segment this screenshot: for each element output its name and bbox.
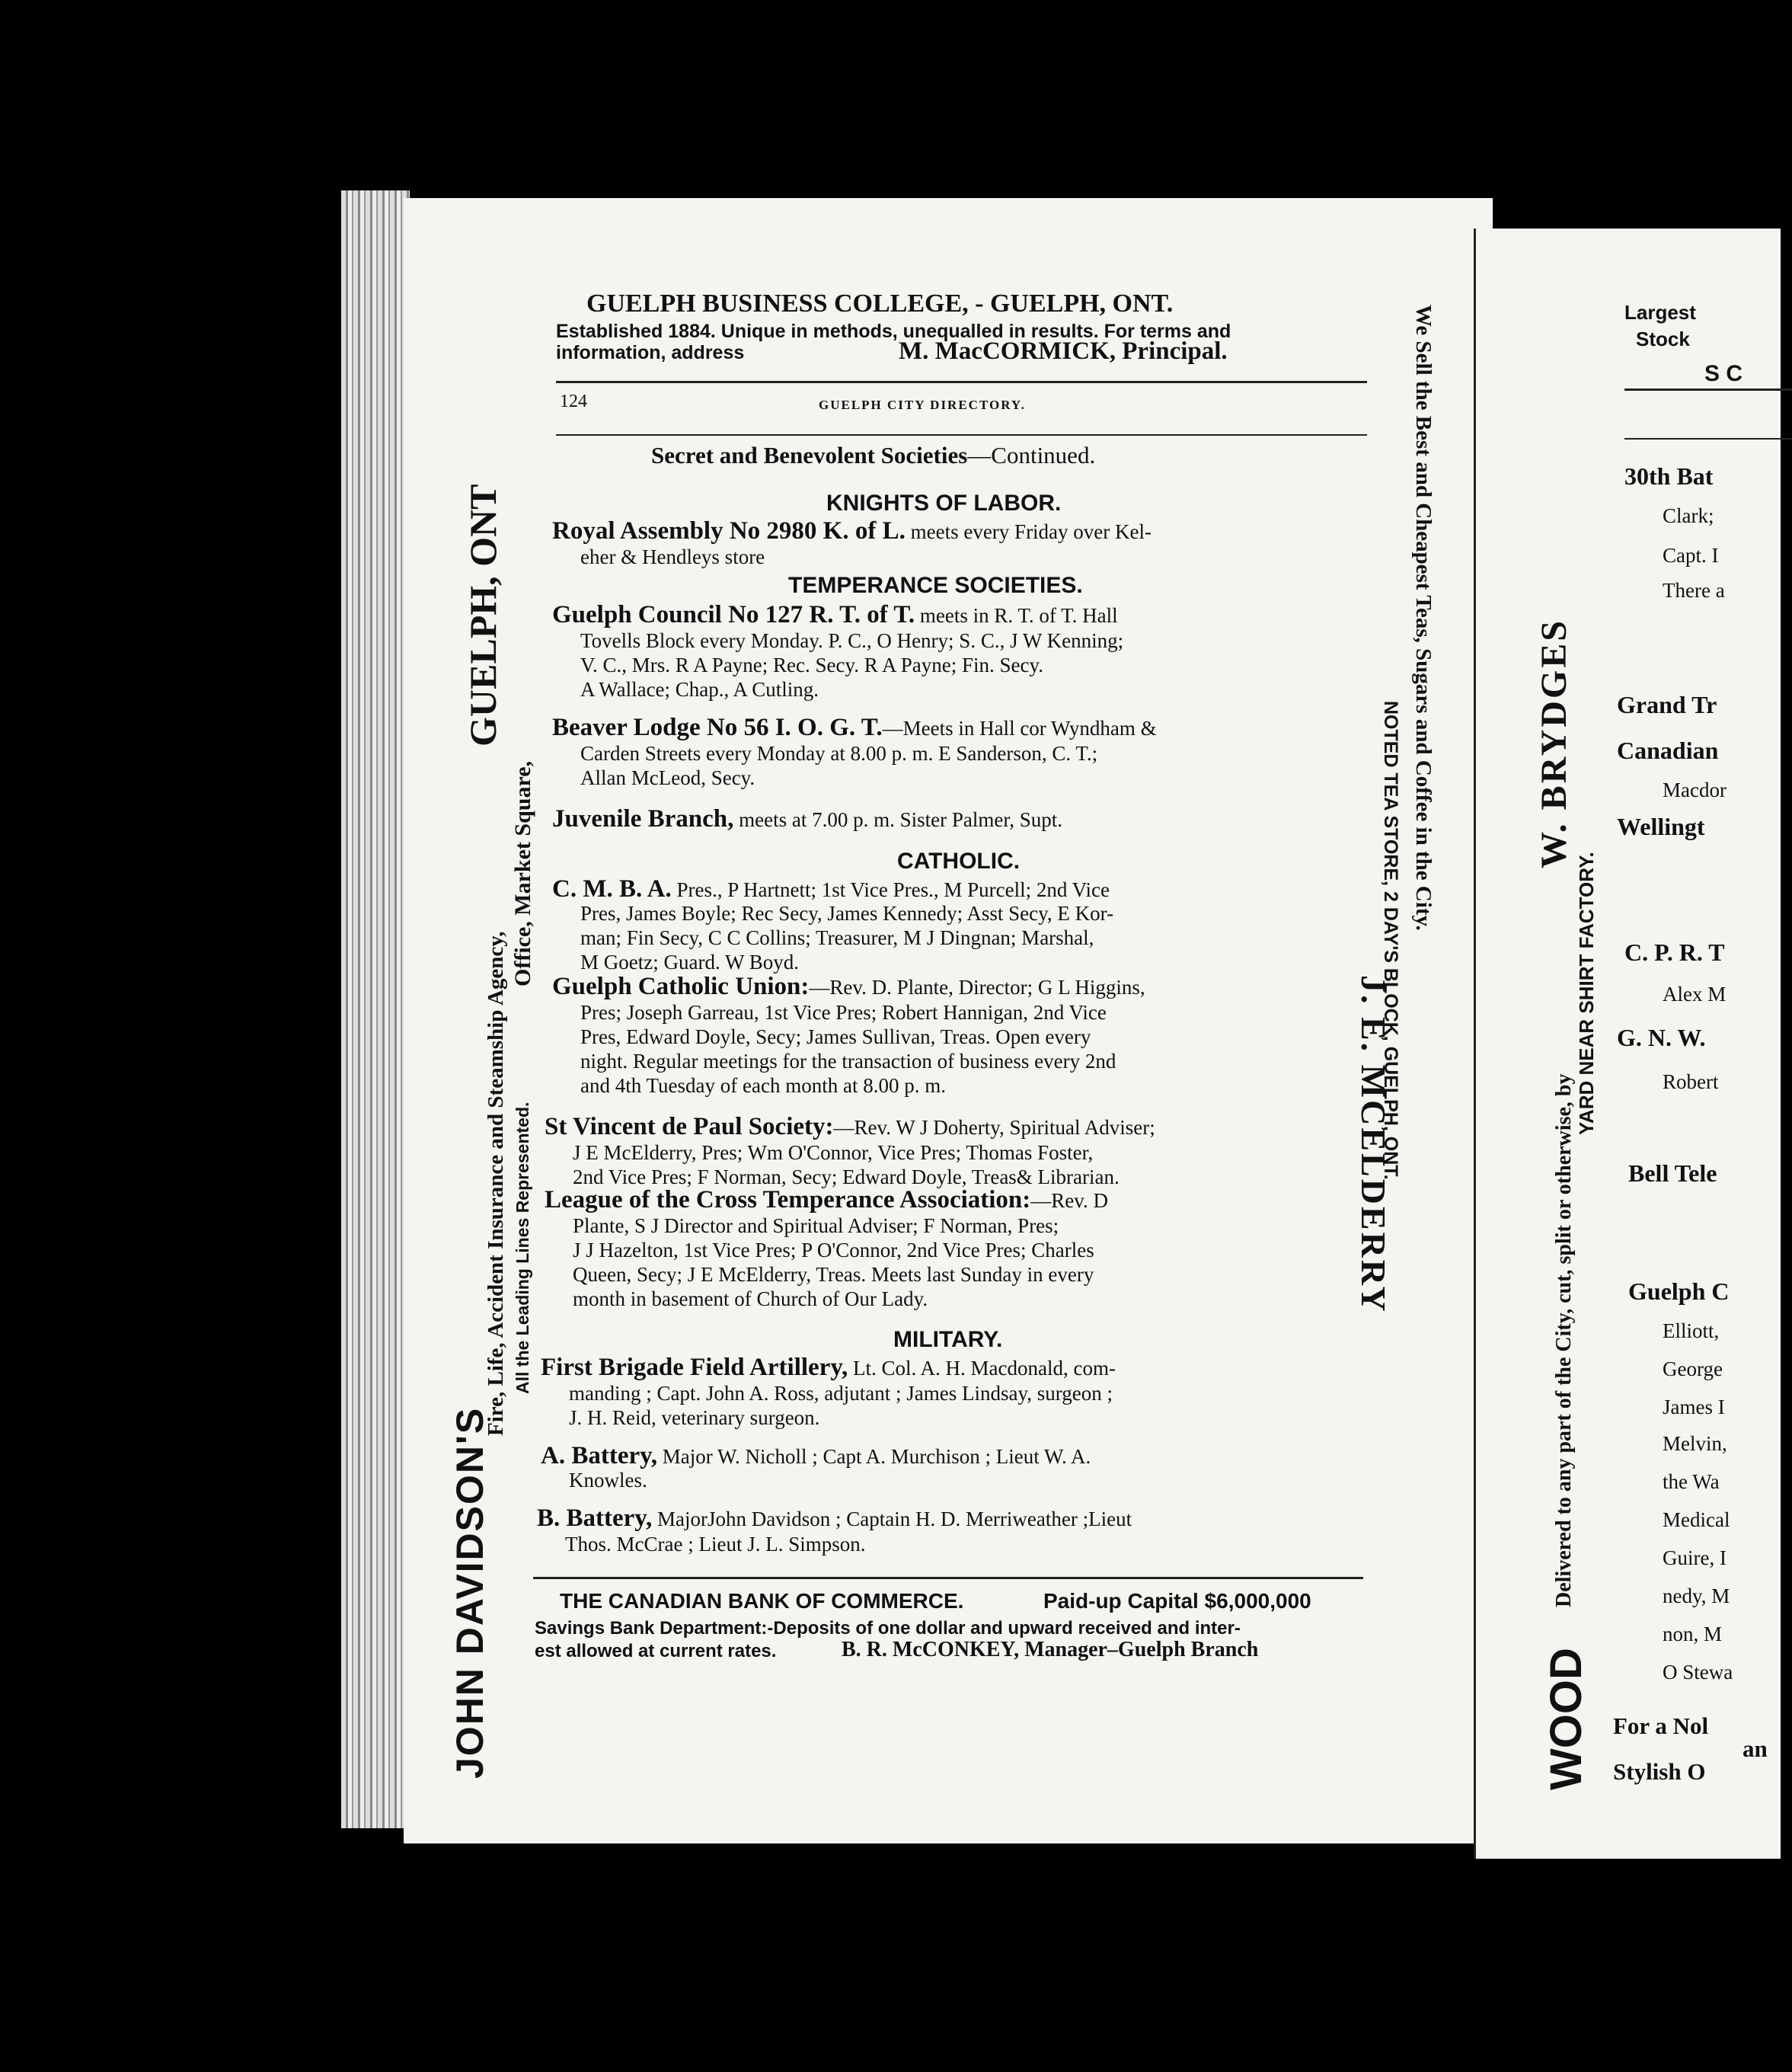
left-margin-name: JOHN DAVIDSON'S [449,1406,491,1779]
entry-guelph-council: Guelph Council No 127 R. T. of T. meets in R. T. of T. Hall [552,601,1118,628]
entry-first-brigade: First Brigade Field Artillery, Lt. Col. A. H. Macdonald, com- [541,1354,1116,1381]
entry-gcu-l3: Pres, Edward Doyle, Secy; James Sullivan, Treas. Open every [580,1025,1091,1048]
next-page-row: nedy, M [1663,1584,1730,1607]
entry-cmba: C. M. B. A. Pres., P Hartnett; 1st Vice Pres., M Purcell; 2nd Vice [552,875,1110,903]
next-rule-2 [1624,438,1792,440]
next-page-row: Canadian [1617,737,1719,764]
running-head-rule [556,434,1367,436]
heading-military: MILITARY. [893,1327,1003,1352]
next-page-row: the Wa [1663,1470,1720,1493]
entry-a-battery-l2: Knowles. [569,1469,647,1492]
next-stock: Stock [1636,328,1690,350]
next-wood: WOOD [1541,1648,1591,1790]
entry-guelph-catholic-union: Guelph Catholic Union:—Rev. D. Plante, Director; G L Higgins, [552,973,1145,1000]
entry-first-brigade-l2: manding ; Capt. John A. Ross, adjutant ; James Lindsay, surgeon ; [569,1382,1113,1405]
entry-guelph-council-l4: A Wallace; Chap., A Cutling. [580,678,819,701]
entry-lct-l4: Queen, Secy; J E McElderry, Treas. Meets last Sunday in every [573,1263,1094,1286]
right-margin-store: NOTED TEA STORE, 2 DAY'S BLOCK, GUELPH, ONT. [1380,701,1401,1180]
book-page-edges [341,190,410,1828]
left-margin-services: Fire, Life, Accident Insurance and Steamship Agency, [484,931,508,1436]
entry-beaver-lodge-l2: Carden Streets every Monday at 8.00 p. m. E Sanderson, C. T.; [580,742,1098,765]
entry-royal-assembly-cont: eher & Hendleys store [580,545,765,568]
next-page-row: Bell Tele [1628,1159,1717,1187]
entry-cmba-l3: man; Fin Secy, C C Collins; Treasurer, M J Dingnan; Marshal, [580,926,1094,949]
entry-b-battery: B. Battery, MajorJohn Davidson ; Captain H. D. Merriweather ;Lieut [537,1504,1132,1532]
next-page-row: Elliott, [1663,1319,1720,1342]
header-ad-line3a: information, address [556,342,745,363]
footer-rule [533,1577,1363,1579]
page-number: 124 [560,392,587,411]
entry-guelph-council-l3: V. C., Mrs. R A Payne; Rec. Secy. R A Payne; Fin. Secy. [580,654,1044,676]
entry-cmba-l4: M Goetz; Guard. W Boyd. [580,951,799,974]
next-foot1: For a Nol [1613,1712,1709,1739]
next-page-row: James I [1663,1396,1725,1418]
next-brydges: W. BRYDGES [1534,619,1574,868]
next-page-row: George [1663,1357,1723,1380]
next-foot3: Stylish O [1613,1758,1706,1785]
next-page-row: Grand Tr [1617,691,1717,718]
right-margin-name: J. E. MCELDERRY [1354,975,1393,1314]
entry-beaver-lodge: Beaver Lodge No 56 I. O. G. T.—Meets in Hall cor Wyndham & [552,714,1157,741]
entry-gcu-l2: Pres; Joseph Garreau, 1st Vice Pres; Robert Hannigan, 2nd Vice [580,1001,1107,1024]
entry-guelph-council-l2: Tovells Block every Monday. P. C., O Henry; S. C., J W Kenning; [580,629,1124,652]
entry-st-vincent-de-paul: St Vincent de Paul Society:—Rev. W J Doherty, Spiritual Adviser; [545,1113,1155,1140]
entry-svp-l3: 2nd Vice Pres; F Norman, Secy; Edward Doyle, Treas& Librarian. [573,1166,1120,1188]
next-page-row: There a [1663,579,1725,602]
next-page-row: Alex M [1663,983,1727,1006]
entry-lct-l5: month in basement of Church of Our Lady. [573,1287,928,1310]
next-page-row: Clark; [1663,504,1714,527]
footer-line3a: est allowed at current rates. [535,1641,777,1661]
next-page-row: non, M [1663,1623,1723,1645]
footer-manager: B. R. McCONKEY, Manager–Guelph Branch [842,1638,1259,1661]
next-page-row: G. N. W. [1617,1024,1706,1051]
entry-a-battery: A. Battery, Major W. Nicholl ; Capt A. Murchison ; Lieut W. A. [541,1442,1091,1469]
entry-beaver-lodge-l3: Allan McLeod, Secy. [580,766,755,789]
header-ad-line2: Established 1884. Unique in methods, unequalled in results. For terms and [556,321,1231,342]
next-page-row: Macdor [1663,779,1727,801]
next-foot2: an [1742,1735,1768,1762]
entry-cmba-l2: Pres, James Boyle; Rec Secy, James Kennedy; Asst Secy, E Kor- [580,902,1114,925]
entry-gcu-l5: and 4th Tuesday of each month at 8.00 p. m. [580,1074,946,1097]
left-margin-city: GUELPH, ONT [462,484,504,747]
entry-b-battery-l2: Thos. McCrae ; Lieut J. L. Simpson. [565,1533,866,1556]
entry-lct-l2: Plante, S J Director and Spiritual Adviser; F Norman, Pres; [573,1214,1059,1237]
next-largest: Largest [1624,301,1696,324]
next-page-row: Wellingt [1617,813,1705,840]
entry-lct-l3: J J Hazelton, 1st Vice Pres; P O'Connor, 2nd Vice Pres; Charles [573,1239,1094,1261]
right-margin-slogan: We Sell the Best and Cheapest Teas, Sugars and Coffee in the City. [1411,305,1436,931]
header-ad-title: GUELPH BUSINESS COLLEGE, - GUELPH, ONT. [586,289,1174,318]
left-margin-office: Office, Market Square, [510,760,535,986]
heading-knights-of-labor: KNIGHTS OF LABOR. [826,491,1062,516]
next-page-row: Melvin, [1663,1432,1727,1455]
footer-line2: Savings Bank Department:-Deposits of one dollar and upward received and inter- [535,1618,1241,1639]
entry-league-of-the-cross: League of the Cross Temperance Association:—Rev. D [545,1186,1109,1213]
next-s-fragment: S C [1704,361,1743,386]
footer-bank-name: THE CANADIAN BANK OF COMMERCE. [560,1589,964,1613]
entry-gcu-l4: night. Regular meetings for the transaction of business every 2nd [580,1050,1116,1073]
next-page-row: O Stewa [1663,1661,1733,1684]
next-page-row: Medical [1663,1508,1730,1531]
next-yard: YARD NEAR SHIRT FACTORY. [1575,852,1598,1135]
entry-royal-assembly: Royal Assembly No 2980 K. of L. meets every Friday over Kel- [552,517,1152,545]
section-title: Secret and Benevolent Societies—Continued. [651,442,1096,468]
next-page-row: Guelph C [1628,1277,1730,1305]
header-ad-principal: M. MacCORMICK, Principal. [899,337,1228,365]
footer-bank-capital: Paid-up Capital $6,000,000 [1043,1589,1311,1613]
next-page-fragment [1474,229,1781,1859]
next-page-row: Capt. I [1663,544,1719,567]
left-margin-lines: All the Leading Lines Represented. [513,1102,532,1394]
next-page-row: C. P. R. T [1624,938,1725,966]
running-head-title: GUELPH CITY DIRECTORY. [819,398,1026,412]
header-rule [556,381,1367,383]
entry-juvenile-branch: Juvenile Branch, meets at 7.00 p. m. Sister Palmer, Supt. [552,805,1062,833]
next-page-row: Robert [1663,1070,1719,1093]
heading-temperance-societies: TEMPERANCE SOCIETIES. [788,573,1083,598]
next-page-row: Guire, I [1663,1546,1727,1569]
entry-first-brigade-l3: J. H. Reid, veterinary surgeon. [569,1406,820,1429]
next-page-row: 30th Bat [1624,462,1714,490]
directory-page [404,198,1493,1843]
next-delivered: Delivered to any part of the City, cut, split or otherwise, by [1552,1073,1576,1607]
heading-catholic: CATHOLIC. [897,849,1021,874]
entry-svp-l2: J E McElderry, Pres; Wm O'Connor, Vice Pres; Thomas Foster, [573,1141,1094,1164]
next-rule-1 [1624,388,1792,391]
